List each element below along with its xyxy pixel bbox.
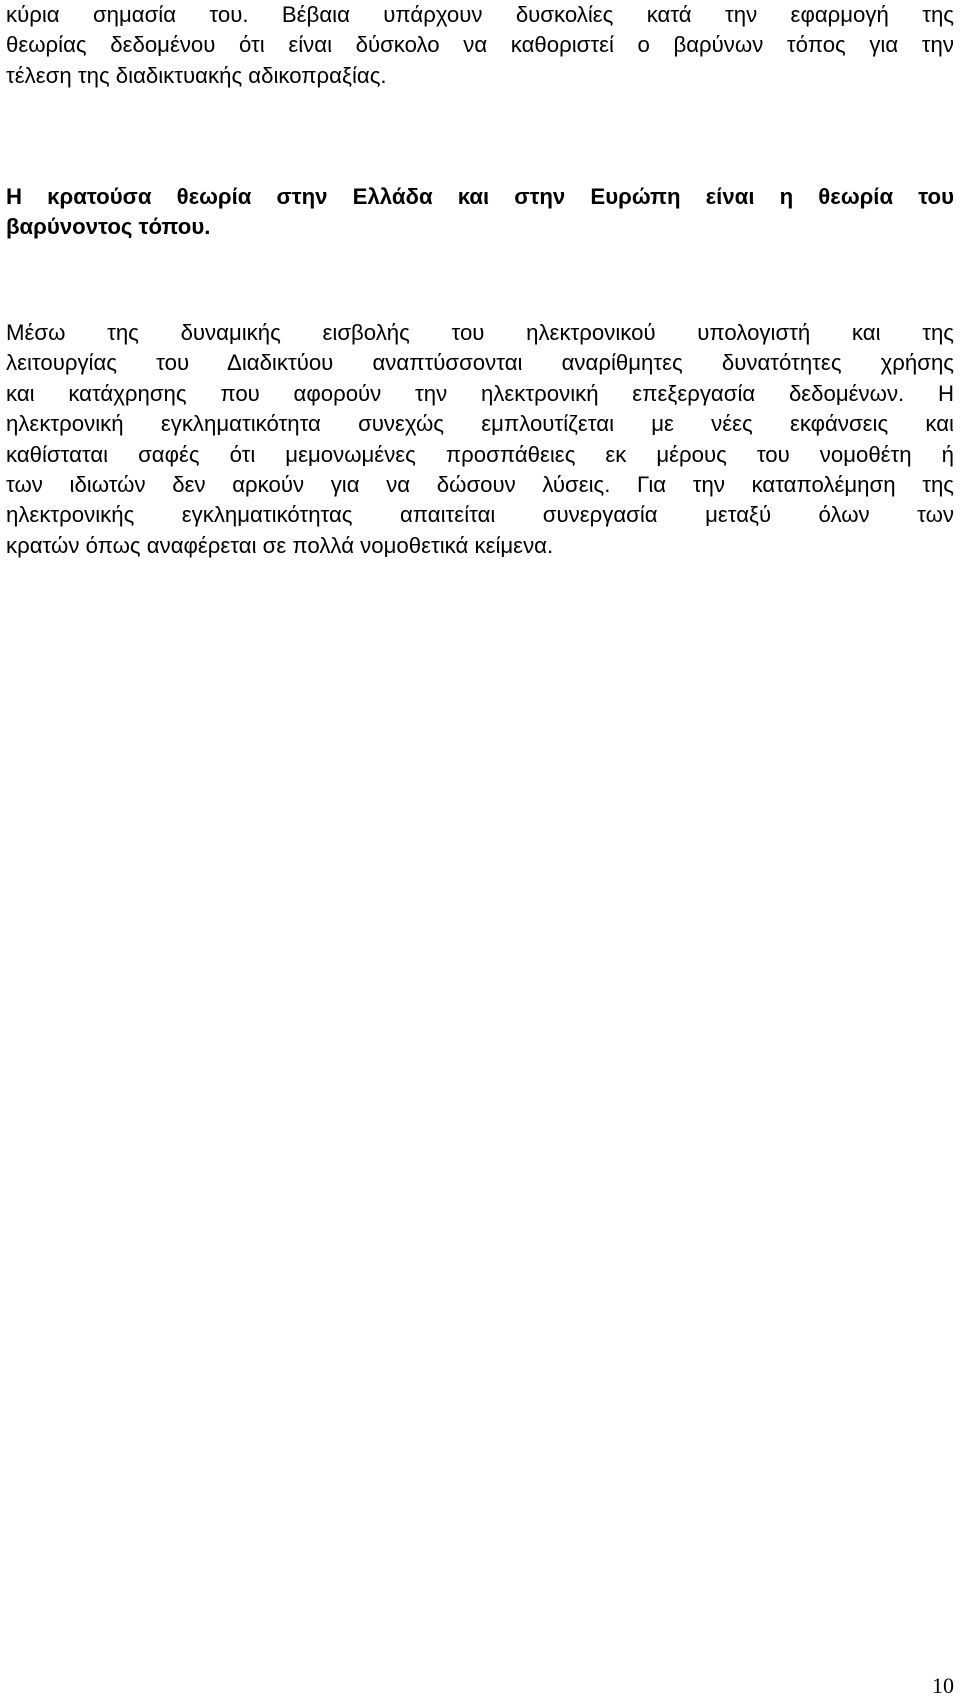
text-line: ηλεκτρονικής εγκληματικότητας απαιτείται συνεργασία μεταξύ όλων των bbox=[6, 502, 954, 528]
text-line: ηλεκτρονική εγκληματικότητα συνεχώς εμπλουτίζεται με νέες εκφάνσεις και bbox=[6, 411, 954, 437]
text-line: και κατάχρησης που αφορούν την ηλεκτρονική επεξεργασία δεδομένων. Η bbox=[6, 380, 954, 406]
text-line: καθίσταται σαφές ότι μεμονωμένες προσπάθειες εκ μέρους του νομοθέτη ή bbox=[6, 441, 954, 467]
text-line: τέλεση της διαδικτυακής αδικοπραξίας. bbox=[6, 62, 387, 88]
page-number: 10 bbox=[932, 1673, 954, 1698]
paragraph-bold-statement bbox=[6, 182, 954, 243]
text-line: θεωρίας δεδομένου ότι είναι δύσκολο να καθοριστεί ο βαρύνων τόπος για την bbox=[6, 32, 954, 58]
text-line: Η κρατούσα θεωρία στην Ελλάδα και στην Ευρώπη είναι η θεωρία του bbox=[6, 184, 954, 209]
text-line: Μέσω της δυναμικής εισβολής του ηλεκτρονικού υπολογιστή και της bbox=[6, 320, 954, 345]
text-line: βαρύνοντος τόπου. bbox=[6, 214, 211, 240]
text-line: κύρια σημασία του. Βέβαια υπάρχουν δυσκολίες κατά την εφαρμογή της bbox=[6, 2, 954, 27]
text-line: λειτουργίας του Διαδικτύου αναπτύσσονται αναρίθμητες δυνατότητες χρήσης bbox=[6, 350, 954, 376]
text-line: κρατών όπως αναφέρεται σε πολλά νομοθετικά κείμενα. bbox=[6, 532, 554, 558]
paragraph-continuation bbox=[6, 0, 954, 91]
paragraph-body bbox=[6, 318, 954, 561]
text-line: των ιδιωτών δεν αρκούν για να δώσουν λύσεις. Για την καταπολέμηση της bbox=[6, 472, 954, 498]
